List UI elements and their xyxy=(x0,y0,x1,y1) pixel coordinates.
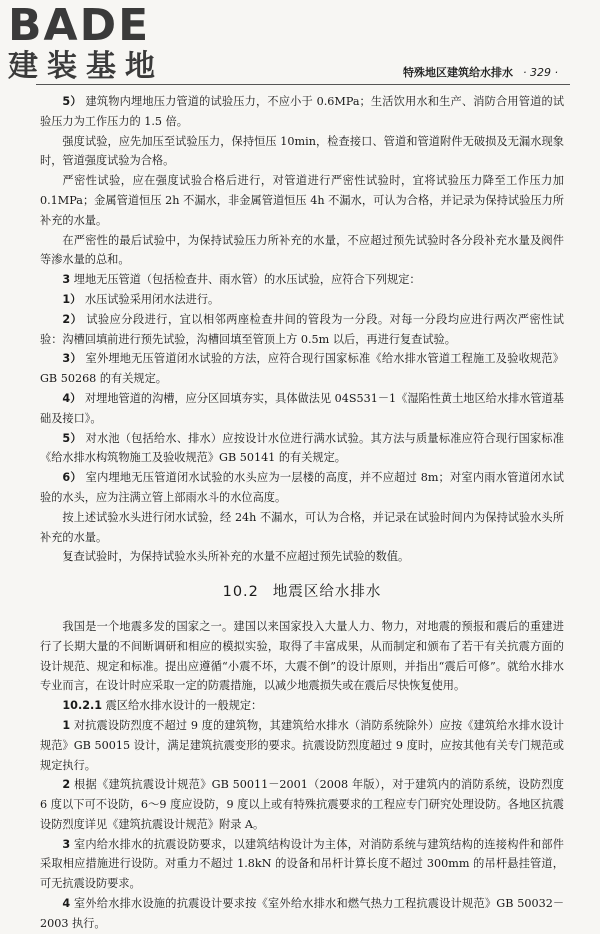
paragraph-text: 埋地无压管道（包括检查井、雨水管）的水压试验，应符合下列规定： xyxy=(73,273,421,287)
item-number: 1） xyxy=(62,292,82,306)
running-header xyxy=(403,64,558,80)
paragraph-text: 室外给水排水设施的抗震设计要求按《室外给水排水和燃气热力工程抗震设计规范》GB 50032－2003 执行。 xyxy=(40,897,565,930)
paragraph-text: 强度试验，应先加压至试验压力，保持恒压 10min，检查接口、管道和管道附件无破损及无漏水现象时，管道强度试验为合格。 xyxy=(40,134,564,168)
paragraph xyxy=(40,547,564,567)
paragraph xyxy=(40,468,564,508)
paragraph-text: 根据《建筑抗震设计规范》GB 50011－2001（2008 年版），对于建筑内的消防系统，设防烈度 6 度以下可不设防，6～9 度应设防，9 度以上或有特殊抗震要求的工程应专门研究处理设防。各地区抗震设防烈度详见《建筑抗震设计规范》附录 A。 xyxy=(40,778,564,831)
item-number: 4） xyxy=(62,391,82,405)
paragraph xyxy=(40,290,564,310)
logo xyxy=(8,0,188,88)
item-number: 5） xyxy=(62,95,82,108)
paragraph xyxy=(40,132,564,172)
paragraph xyxy=(40,716,564,775)
paragraph-text: 对埋地管道的沟槽，应分区回填夯实，具体做法见 04S531－1《湿陷性黄土地区给水排水管道基础及接口》。 xyxy=(40,391,564,425)
section-number: 10.2 xyxy=(222,584,259,601)
paragraph-text: 严密性试验，应在强度试验合格后进行，对管道进行严密性试验时，宜将试验压力降至工作压力加 0.1MPa；金属管道恒压 2h 不漏水，非金属管道恒压 4h 不漏水，可认为合格，并记录为保持试验压力所补充的水量。 xyxy=(40,174,564,227)
paragraph-group-bottom xyxy=(40,617,564,934)
paragraph-text: 试验应分段进行，宜以相邻两座检查井间的管段为一分段。对每一分段均应进行两次严密性试验：沟槽回填前进行预先试验，沟槽回填至管顶上方 0.5m 以后，再进行复查试验。 xyxy=(40,312,564,346)
paragraph-text: 建筑物内埋地压力管道的试验压力，不应小于 0.6MPa；生活饮用水和生产、消防合用管道的试验压力为工作压力的 1.5 倍。 xyxy=(40,95,565,128)
paragraph xyxy=(40,231,564,271)
item-number: 2 xyxy=(62,778,71,792)
page-body xyxy=(40,92,564,934)
paragraph-text: 室内埋地无压管道闭水试验的水头应为一层楼的高度，并不应超过 8m；对室内雨水管道闭水试验的水头，应为注满立管上部雨水斗的水位高度。 xyxy=(40,471,564,504)
item-number: 2） xyxy=(62,312,83,326)
item-number: 6） xyxy=(62,471,82,485)
section-title: 地震区给水排水 xyxy=(272,584,382,601)
item-number: 10.2.1 xyxy=(62,699,103,713)
item-number: 3 xyxy=(62,837,71,851)
paragraph xyxy=(40,310,564,350)
header-rule xyxy=(36,84,570,85)
paragraph xyxy=(40,775,564,834)
paragraph xyxy=(40,270,564,290)
item-number: 1 xyxy=(62,718,71,732)
item-number: 5） xyxy=(62,431,82,445)
paragraph xyxy=(40,171,564,230)
section-heading xyxy=(40,583,564,603)
paragraph-text: 我国是一个地震多发的国家之一。建国以来国家投入大量人力、物力，对地震的预报和震后的重建进行了长期大量的不间断调研和相应的模拟实验，取得了丰富成果，从而制定和颁布了若干有关抗震方面的设计规范、规定和标准。提出应遵循“小震不坏，大震不倒”的设计原则，并指出“震后可修”。就给水排水专业而言，在设计时应采取一定的防震措施，以减少地震损失或在震后尽快恢复使用。 xyxy=(40,619,564,693)
page-number: · 329 · xyxy=(523,66,558,79)
paragraph-text: 对水池（包括给水、排水）应按设计水位进行满水试验。其方法与质量标准应符合现行国家标准《给水排水构筑物施工及验收规范》GB 50141 的有关规定。 xyxy=(40,431,564,465)
paragraph xyxy=(40,429,564,469)
paragraph-group-top xyxy=(40,92,564,567)
paragraph-text: 室外埋地无压管道闭水试验的方法，应符合现行国家标准《给水排水管道工程施工及验收规范》GB 50268 的有关规定。 xyxy=(40,352,564,386)
paragraph-text: 复查试验时，为保持试验水头所补充的水量不应超过预先试验的数值。 xyxy=(62,550,410,564)
paragraph-text: 震区给水排水设计的一般规定： xyxy=(105,699,263,713)
item-number: 3 xyxy=(62,273,71,287)
item-number: 3） xyxy=(62,352,82,366)
paragraph xyxy=(40,835,564,894)
paragraph xyxy=(40,349,564,389)
paragraph xyxy=(40,894,564,934)
paragraph xyxy=(40,389,564,429)
logo-wordmark: BADE xyxy=(8,0,151,51)
paragraph-text: 按上述试验水头进行闭水试验，经 24h 不漏水，可认为合格，并记录在试验时间内为保持试验水头所补充的水量。 xyxy=(40,510,564,544)
paragraph xyxy=(40,617,564,696)
paragraph-text: 水压试验采用闭水法进行。 xyxy=(84,292,220,306)
logo-subtitle: 建装基地 xyxy=(8,49,164,84)
paragraph xyxy=(40,508,564,548)
paragraph-text: 在严密性的最后试验中，为保持试验压力所补充的水量，不应超过预先试验时各分段补充水量及阀件等渗水量的总和。 xyxy=(40,233,564,267)
paragraph xyxy=(40,92,564,132)
running-header-title: 特殊地区建筑给水排水 xyxy=(403,66,514,79)
item-number: 4 xyxy=(62,897,71,911)
paragraph-text: 室内给水排水的抗震设防要求，以建筑结构设计为主体，对消防系统与建筑结构的连接构件和部件采取相应措施进行设防。对重力不超过 1.8kN 的设备和吊杆计算长度不超过 300mm 的吊杆悬挂管道，可无抗震设防要求。 xyxy=(40,837,564,891)
paragraph-text: 对抗震设防烈度不超过 9 度的建筑物，其建筑给水排水（消防系统除外）应按《建筑给水排水设计规范》GB 50015 设计，满足建筑抗震变形的要求。抗震设防烈度超过 9 度时，应按其他有关专门规范或规定执行。 xyxy=(40,718,564,772)
paragraph xyxy=(40,696,564,716)
